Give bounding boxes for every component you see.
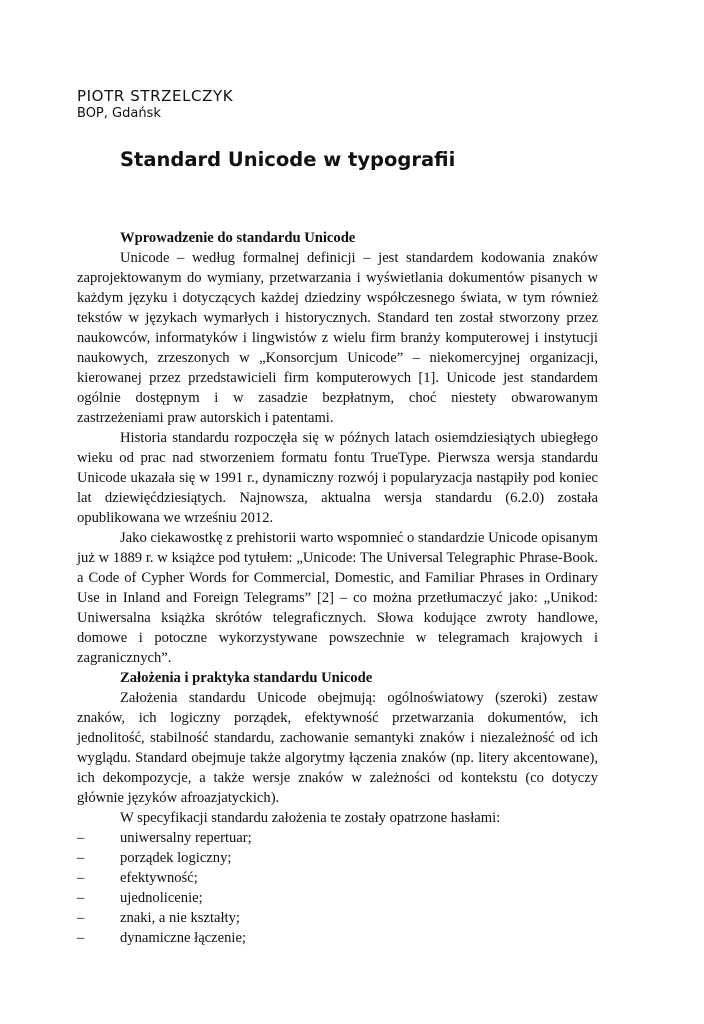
list-item: – ujednolicenie; <box>77 890 203 906</box>
paragraph: Unicode – według formalnej definicji – jest standardem kodowania znaków zaprojektowanym do wymiany, przetwarzania i wyświetlania dokumentów pisanych w każdym języku i dotyczących każdej dziedziny współczesnego świata, w tym również tekstów w językach wymarłych i historycznych. Standard ten został stworzony przez naukowców, informatyków i lingwistów z wielu firm branży komputerowej i instytucji naukowych, zrzeszonych w „Konsorcjum Unicode” – niekomercyjnej organizacji, kierowanej przez przedstawicieli firm komputerowych [1]. Unicode jest standardem ogólnie dostępnym i w zasadzie bezpłatnym, choć niestety obwarowanym zastrzeżeniami praw autorskich i patentami. <box>77 250 598 426</box>
list-item: – dynamiczne łączenie; <box>77 930 246 946</box>
paragraph: Historia standardu rozpoczęła się w późnych latach osiemdziesiątych ubiegłego wieku od prac nad stworzeniem formatu fontu TrueType. Pierwsza wersja standardu Unicode ukazała się w 1991 r., dynamiczny rozwój i popularyzacja nastąpiły pod koniec lat dziewięćdziesiątych. Najnowsza, aktualna wersja standardu (6.2.0) została opublikowana we wrześniu 2012. <box>77 430 598 526</box>
list-item-text: efektywność; <box>120 870 198 886</box>
list-item: – uniwersalny repertuar; <box>77 830 252 846</box>
section-heading-assumptions: Założenia i praktyka standardu Unicode <box>120 670 373 686</box>
list-item-text: znaki, a nie kształty; <box>120 910 240 926</box>
paragraph: Założenia standardu Unicode obejmują: ogólnoświatowy (szeroki) zestaw znaków, ich logiczny porządek, efektywność przetwarzania dokumentów, ich jednolitość, stabilność standardu, zachowanie semantyki znaków i niezależność od ich wyglądu. Standard obejmuje także algorytmy łączenia znaków (np. litery akcentowane), ich dekompozycje, a także wersje znaków w zależności od kontekstu (co dotyczy głównie języków afroazjatyckich). <box>77 690 598 806</box>
section-heading-intro: Wprowadzenie do standardu Unicode <box>120 230 356 246</box>
list-item: – efektywność; <box>77 870 198 886</box>
author-affiliation: BOP, Gdańsk <box>77 106 161 121</box>
list-item: – znaki, a nie kształty; <box>77 910 240 926</box>
list-item-text: porządek logiczny; <box>120 850 232 866</box>
paper-body <box>77 228 598 948</box>
list-item-text: dynamiczne łączenie; <box>120 930 246 946</box>
author-name: PIOTR STRZELCZYK <box>77 87 234 105</box>
list-item-text: ujednolicenie; <box>120 890 203 906</box>
list-item-text: uniwersalny repertuar; <box>120 830 252 846</box>
principles-list <box>77 828 598 948</box>
paper-title: Standard Unicode w typografii <box>120 148 456 171</box>
list-item: – porządek logiczny; <box>77 850 232 866</box>
paragraph: W specyfikacji standardu założenia te zostały opatrzone hasłami: <box>120 810 501 826</box>
paragraph: Jako ciekawostkę z prehistorii warto wspomnieć o standardzie Unicode opisanym już w 1889 r. w książce pod tytułem: „Unicode: The Universal Telegraphic Phrase-Book. a Code of Cypher Words for Commercial, Domestic, and Familiar Phrases in Ordinary Use in Inland and Foreign Telegrams” [2] – co można przetłumaczyć jako: „Unikod: Uniwersalna książka skrótów telegraficznych. Słowa kodujące zwroty handlowe, domowe i potoczne wykorzystywane powszechnie w telegramach krajowych i zagranicznych”. <box>77 530 598 666</box>
